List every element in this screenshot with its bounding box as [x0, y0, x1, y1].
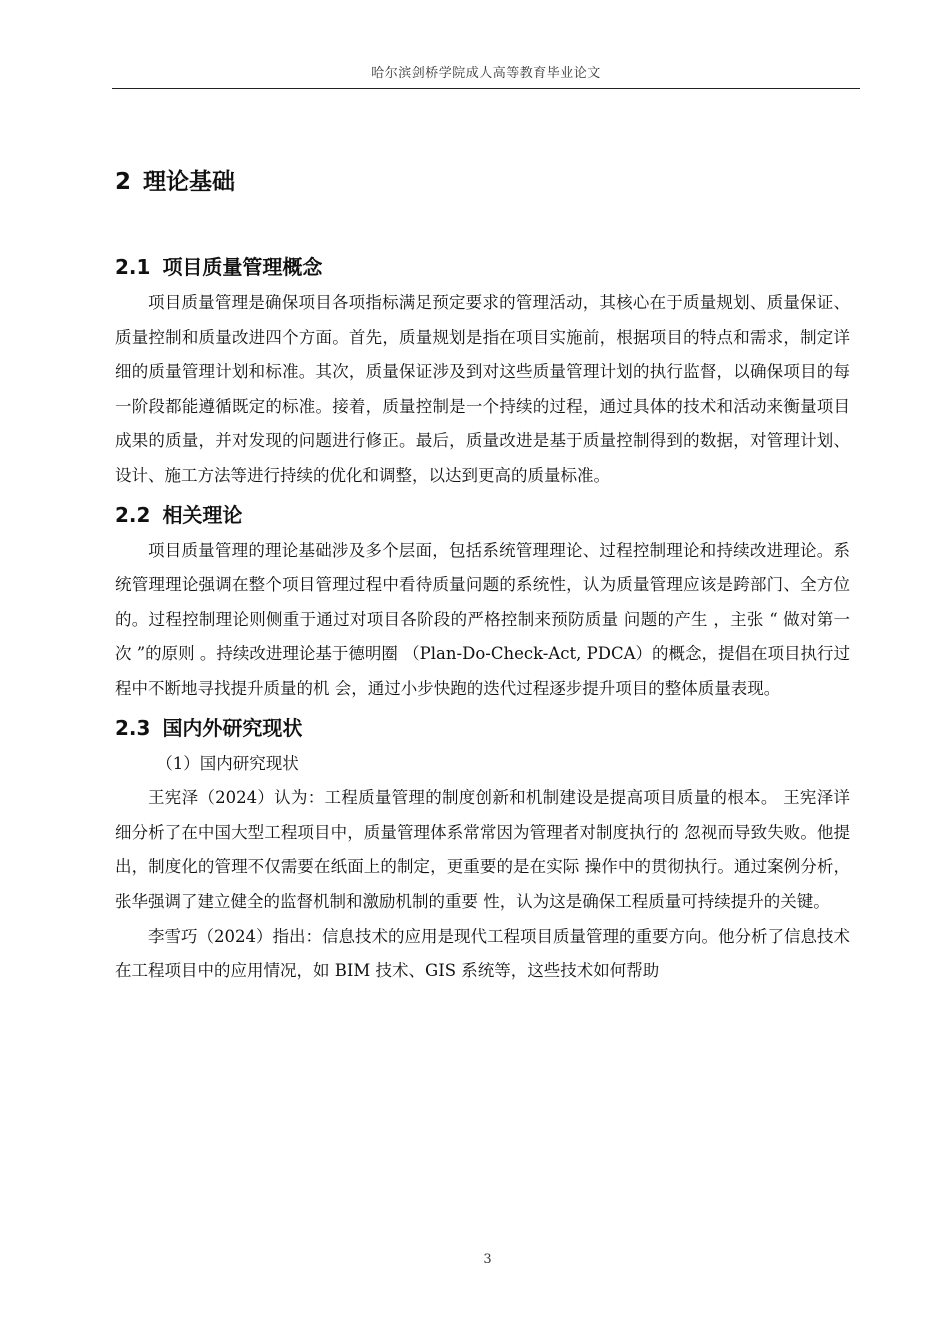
header-rule [112, 88, 860, 89]
paragraph: 王宪泽（2024）认为：工程质量管理的制度创新和机制建设是提高项目质量的根本。 王宪泽详细分析了在中国大型工程项目中，质量管理体系常常因为管理者对制度执行的 忽视而导致失败。他提出，制度化的管理不仅需要在纸面上的制定，更重要的是在实际 操作中的贯彻执行。通过案例分析，张华强调了建立健全的监督机制和激励机制的重要 性，认为这是确保工程质量可持续提升的关键。 [115, 788, 850, 911]
chapter-title: 理论基础 [143, 169, 236, 195]
section-heading-2-1 [115, 248, 850, 286]
section-heading-2-2 [115, 496, 850, 534]
running-header: 哈尔滨剑桥学院成人高等教育毕业论文 [371, 66, 601, 81]
section-title: 国内外研究现状 [162, 715, 303, 740]
chapter-number: 2 [115, 169, 132, 195]
section-heading-2-3 [115, 709, 850, 747]
paragraph: 李雪巧（2024）指出：信息技术的应用是现代工程项目质量管理的重要方向。他分析了信息技术在工程项目中的应用情况，如 BIM 技术、GIS 系统等，这些技术如何帮助 [115, 926, 850, 981]
page-number: 3 [483, 1252, 492, 1267]
paragraph: 项目质量管理的理论基础涉及多个层面，包括系统管理理论、过程控制理论和持续改进理论。系统管理理论强调在整个项目管理过程中看待质量问题的系统性，认为质量管理应该是跨部门、全方位的。过程控制理论则侧重于通过对项目各阶段的严格控制来预防质量 问题的产生 ，主张 “ 做对第一次 ”的原则 。持续改进理论基于德明圈 （Plan-Do-Check-Act, PDCA）的概念，提倡在项目执行过程中不断地寻找提升质量的机 会，通过小步快跑的迭代过程逐步提升项目的整体质量表现。 [115, 540, 851, 698]
page-content [115, 160, 850, 989]
paragraph: 项目质量管理是确保项目各项指标满足预定要求的管理活动，其核心在于质量规划、质量保证、质量控制和质量改进四个方面。首先，质量规划是指在项目实施前，根据项目的特点和需求，制定详细的质量管理计划和标准。其次，质量保证涉及到对这些质量管理计划的执行监督，以确保项目的每一阶段都能遵循既定的标准。接着，质量控制是一个持续的过程，通过具体的技术和活动来衡量项目成果的质量，并对发现的问题进行修正。最后，质量改进是基于质量控制得到的数据，对管理计划、设计、施工方法等进行持续的优化和调整，以达到更高的质量标准。 [115, 293, 850, 485]
section-number: 2.2 [115, 502, 151, 527]
section-number: 2.3 [115, 715, 151, 740]
section-title: 相关理论 [162, 502, 243, 527]
section-title: 项目质量管理概念 [162, 255, 323, 279]
subheading: （1）国内研究现状 [156, 753, 299, 773]
chapter-heading [115, 160, 850, 204]
section-number: 2.1 [115, 255, 151, 279]
